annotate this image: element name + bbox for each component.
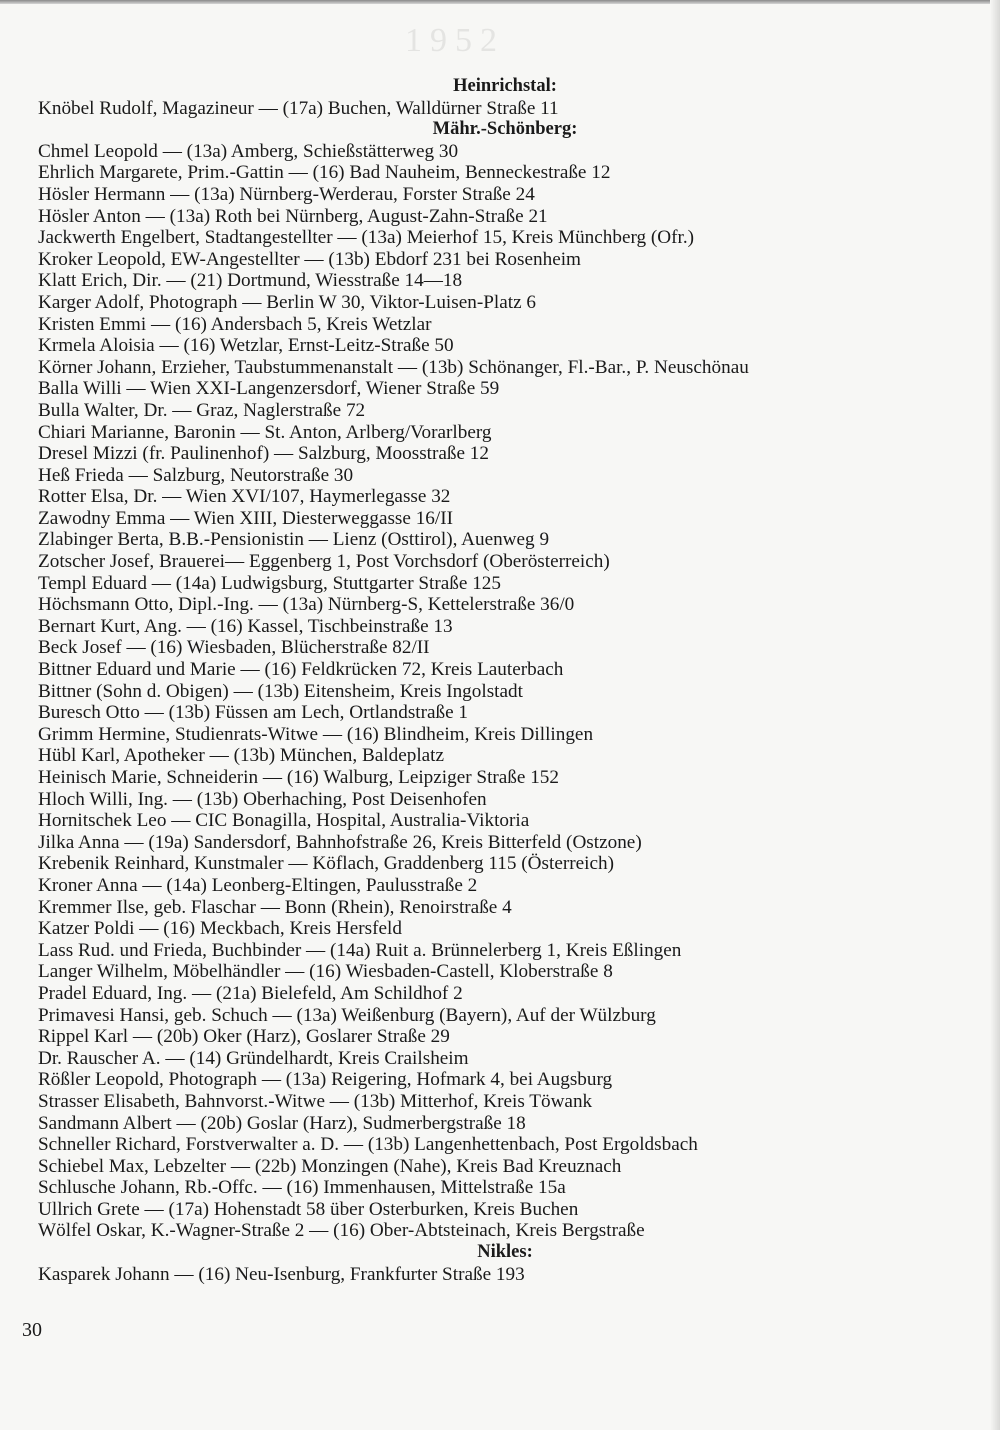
- address-entry: Hösler Anton — (13a) Roth bei Nürnberg, August-Zahn-Straße 21: [38, 205, 548, 227]
- address-entry: Zlabinger Berta, B.B.-Pensionistin — Lienz (Osttirol), Auenweg 9: [38, 529, 550, 551]
- address-entry: Hösler Hermann — (13a) Nürnberg-Werderau, Forster Straße 24: [38, 183, 535, 205]
- address-entry: Hübl Karl, Apotheker — (13b) München, Baldeplatz: [38, 745, 445, 767]
- scan-top-edge: [0, 0, 1000, 4]
- address-entry: Kremmer Ilse, geb. Flaschar — Bonn (Rhein), Renoirstraße 4: [38, 896, 512, 918]
- address-entry: Höchsmann Otto, Dipl.-Ing. — (13a) Nürnberg-S, Kettelerstraße 36/0: [38, 594, 575, 616]
- address-entry: Buresch Otto — (13b) Füssen am Lech, Ortlandstraße 1: [38, 702, 469, 724]
- scan-right-edge: [990, 0, 1000, 1430]
- address-entry: Hornitschek Leo — CIC Bonagilla, Hospital, Australia-Viktoria: [38, 810, 530, 832]
- page-number: 30: [22, 1319, 42, 1341]
- section-heading: Heinrichstal:: [453, 76, 557, 96]
- address-entry: Knöbel Rudolf, Magazineur — (17a) Buchen, Walldürner Straße 11: [38, 97, 559, 119]
- address-entry: Jilka Anna — (19a) Sandersdorf, Bahnhofstraße 26, Kreis Bitterfeld (Ostzone): [38, 831, 642, 853]
- address-entry: Krebenik Reinhard, Kunstmaler — Köflach, Graddenberg 115 (Österreich): [38, 853, 614, 875]
- address-entry: Ullrich Grete — (17a) Hohenstadt 58 über Osterburken, Kreis Buchen: [38, 1198, 579, 1220]
- address-entry: Körner Johann, Erzieher, Taubstummenanstalt — (13b) Schönanger, Fl.-Bar., P. Neuschönau: [38, 356, 749, 378]
- address-entry: Bittner Eduard und Marie — (16) Feldkrücken 72, Kreis Lauterbach: [38, 659, 564, 681]
- address-entry: Beck Josef — (16) Wiesbaden, Blücherstraße 82/II: [38, 637, 430, 659]
- address-entry: Zawodny Emma — Wien XIII, Diesterweggasse 16/II: [38, 507, 454, 529]
- address-entry: Jackwerth Engelbert, Stadtangestellter — (13a) Meierhof 15, Kreis Münchberg (Ofr.): [38, 227, 695, 249]
- address-entry: Heß Frieda — Salzburg, Neutorstraße 30: [38, 464, 354, 486]
- address-entry: Heinisch Marie, Schneiderin — (16) Walburg, Leipziger Straße 152: [38, 767, 559, 788]
- address-entry: Hloch Willi, Ing. — (13b) Oberhaching, Post Deisenhofen: [38, 788, 487, 810]
- address-entry: Katzer Poldi — (16) Meckbach, Kreis Hersfeld: [38, 918, 402, 940]
- address-entry: Krmela Aloisia — (16) Wetzlar, Ernst-Leitz-Straße 50: [38, 335, 454, 357]
- address-entry: Schlusche Johann, Rb.-Offc. — (16) Immenhausen, Mittelstraße 15a: [38, 1177, 566, 1199]
- address-entry: Kroker Leopold, EW-Angestellter — (13b) Ebdorf 231 bei Rosenheim: [38, 248, 581, 270]
- address-entry: Dresel Mizzi (fr. Paulinenhof) — Salzburg, Moosstraße 12: [38, 443, 489, 465]
- address-entry: Klatt Erich, Dir. — (21) Dortmund, Wiesstraße 14—18: [38, 270, 463, 292]
- address-entry: Dr. Rauscher A. — (14) Gründelhardt, Kreis Crailsheim: [38, 1047, 469, 1069]
- address-entry: Langer Wilhelm, Möbelhändler — (16) Wiesbaden-Castell, Kloberstraße 8: [38, 961, 613, 983]
- address-entry: Sandmann Albert — (20b) Goslar (Harz), Sudmerbergstraße 18: [38, 1112, 526, 1134]
- address-list: [38, 76, 958, 1285]
- address-entry: Lass Rud. und Frieda, Buchbinder — (14a) Ruit a. Brünnelerberg 1, Kreis Eßlingen: [38, 939, 682, 961]
- address-entry: Rippel Karl — (20b) Oker (Harz), Goslarer Straße 29: [38, 1026, 450, 1048]
- address-entry: Templ Eduard — (14a) Ludwigsburg, Stuttgarter Straße 125: [38, 572, 501, 594]
- bleed-through-text: 1952: [405, 22, 505, 59]
- address-entry: Bernart Kurt, Ang. — (16) Kassel, Tischbeinstraße 13: [38, 615, 453, 637]
- address-entry: Kasparek Johann — (16) Neu-Isenburg, Frankfurter Straße 193: [38, 1263, 525, 1285]
- address-entry: Rotter Elsa, Dr. — Wien XVI/107, Haymerlegasse 32: [38, 486, 451, 508]
- address-entry: Pradel Eduard, Ing. — (21a) Bielefeld, Am Schildhof 2: [38, 982, 463, 1004]
- section-heading: Mähr.-Schönberg:: [432, 119, 578, 140]
- address-entry: Kristen Emmi — (16) Andersbach 5, Kreis Wetzlar: [38, 313, 432, 335]
- address-entry: Strasser Elisabeth, Bahnvorst.-Witwe — (13b) Mitterhof, Kreis Töwank: [38, 1090, 593, 1112]
- address-entry: Balla Willi — Wien XXI-Langenzersdorf, Wiener Straße 59: [38, 378, 500, 400]
- address-entry: Bulla Walter, Dr. — Graz, Naglerstraße 72: [38, 399, 366, 421]
- address-entry: Ehrlich Margarete, Prim.-Gattin — (16) Bad Nauheim, Benneckestraße 12: [38, 162, 611, 184]
- address-entry: Grimm Hermine, Studienrats-Witwe — (16) Blindheim, Kreis Dillingen: [38, 723, 594, 745]
- section-heading: Nikles:: [477, 1242, 533, 1263]
- address-entry: Karger Adolf, Photograph — Berlin W 30, Viktor-Luisen-Platz 6: [38, 291, 536, 313]
- address-entry: Rößler Leopold, Photograph — (13a) Reigering, Hofmark 4, bei Augsburg: [38, 1069, 613, 1091]
- address-entry: Zotscher Josef, Brauerei— Eggenberg 1, Post Vorchsdorf (Oberösterreich): [38, 551, 610, 573]
- address-entry: Kroner Anna — (14a) Leonberg-Eltingen, Paulusstraße 2: [38, 874, 478, 896]
- address-entry: Schiebel Max, Lebzelter — (22b) Monzingen (Nahe), Kreis Bad Kreuznach: [38, 1155, 622, 1177]
- address-entry: Schneller Richard, Forstverwalter a. D. — (13b) Langenhettenbach, Post Ergoldsbach: [38, 1134, 698, 1156]
- address-entry: Wölfel Oskar, K.-Wagner-Straße 2 — (16) Ober-Abtsteinach, Kreis Bergstraße: [38, 1220, 645, 1242]
- address-entry: Chmel Leopold — (13a) Amberg, Schießstätterweg 30: [38, 140, 459, 162]
- address-entry: Bittner (Sohn d. Obigen) — (13b) Eitensheim, Kreis Ingolstadt: [38, 680, 523, 702]
- address-entry: Primavesi Hansi, geb. Schuch — (13a) Weißenburg (Bayern), Auf der Wülzburg: [38, 1004, 656, 1026]
- address-entry: Chiari Marianne, Baronin — St. Anton, Arlberg/Vorarlberg: [38, 421, 492, 443]
